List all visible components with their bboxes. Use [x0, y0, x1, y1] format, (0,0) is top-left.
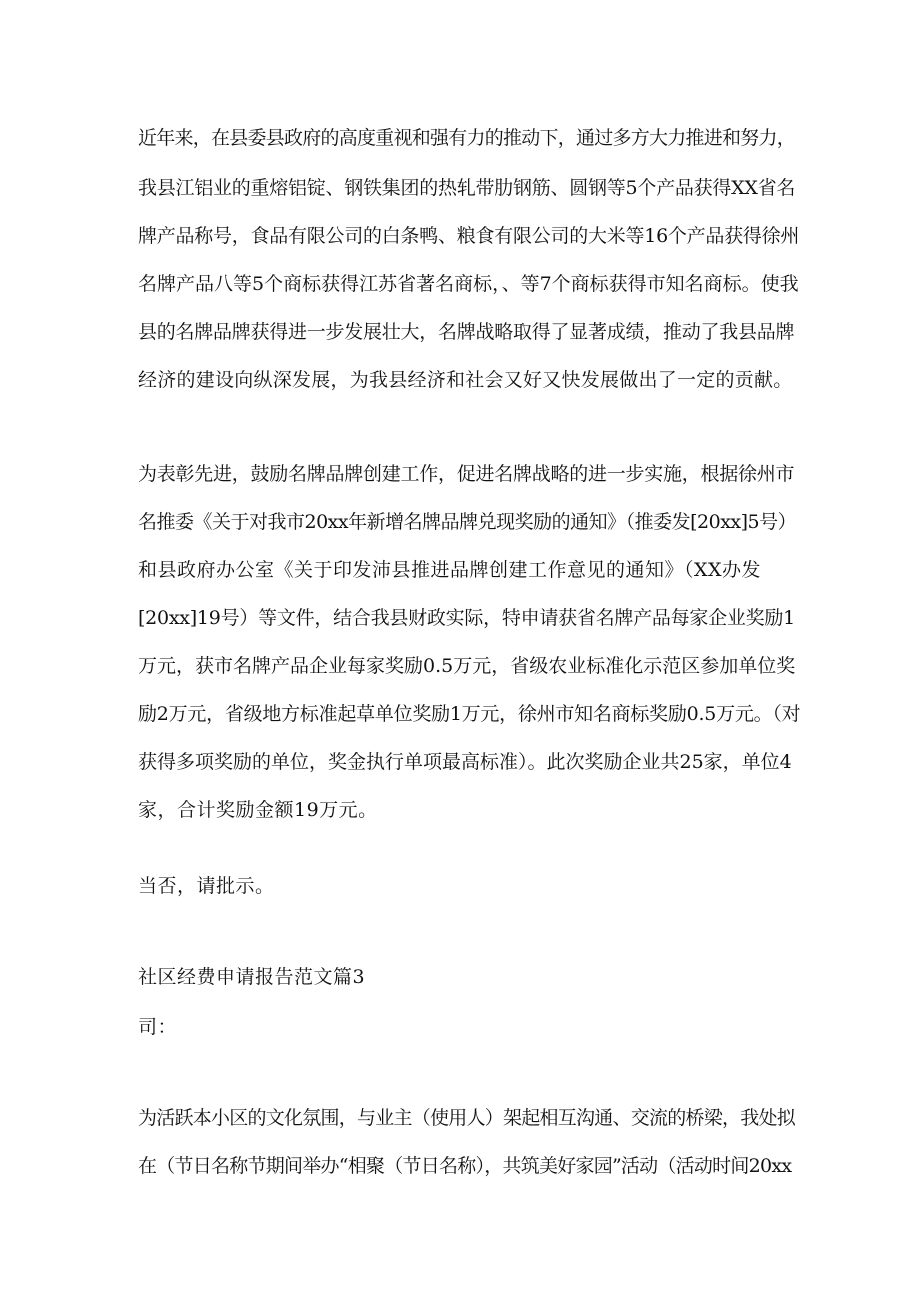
- paragraph-2-line: [20xx]19号）等文件，结合我县财政实际，特申请获省名牌产品每家企业奖励1: [138, 607, 795, 629]
- paragraph-2-line: 家，合计奖励金额19万元。: [138, 799, 378, 821]
- paragraph-1-line: 县的名牌品牌获得进一步发展壮大，名牌战略取得了显著成绩，推动了我县品牌: [138, 321, 795, 343]
- salutation: 司：: [138, 1016, 178, 1038]
- paragraph-2-line: 万元，获市名牌产品企业每家奖励0.5万元，省级农业标准化示范区参加单位奖: [138, 655, 796, 677]
- paragraph-2-line: 名推委《关于对我市20xx年新增名牌品牌兑现奖励的通知》（推委发[20xx]5号）: [138, 511, 797, 533]
- paragraph-2-line: 为表彰先进，鼓励名牌品牌创建工作，促进名牌战略的进一步实施，根据徐州市: [138, 463, 795, 485]
- paragraph-1-line: 经济的建设向纵深发展，为我县经济和社会又好又快发展做出了一定的贡献。: [138, 369, 793, 391]
- section-title: 社区经费申请报告范文篇3: [138, 966, 366, 988]
- paragraph-3-line: 为活跃本小区的文化氛围，与业主（使用人）架起相互沟通、交流的桥梁，我处拟: [138, 1107, 796, 1129]
- paragraph-1-line: 名牌产品八等5个商标获得江苏省著名商标，、等7个商标获得市知名商标。使我: [138, 273, 799, 295]
- paragraph-2-line: 励2万元，省级地方标准起草单位奖励1万元，徐州市知名商标奖励0.5万元。（对: [138, 703, 801, 725]
- paragraph-2-line: 获得多项奖励的单位，奖金执行单项最高标准）。此次奖励企业共25家，单位4: [138, 751, 792, 773]
- paragraph-3-line: 在（节日名称节期间举办“相聚（节日名称），共筑美好家园”活动（活动时间20xx: [138, 1155, 792, 1177]
- paragraph-2-line: 和县政府办公室《关于印发沛县推进品牌创建工作意见的通知》（XX办发: [138, 559, 762, 581]
- paragraph-1-line: 牌产品称号，食品有限公司的白条鸭、粮食有限公司的大米等16个产品获得徐州: [138, 225, 800, 247]
- paragraph-1-line: 我县江铝业的重熔铝锭、钢铁集团的热轧带肋钢筋、圆钢等5个产品获得XX省名: [138, 177, 796, 199]
- paragraph-1-line: 近年来，在县委县政府的高度重视和强有力的推动下，通过多方大力推进和努力，: [138, 127, 796, 149]
- closing-line: 当否，请批示。: [138, 875, 275, 897]
